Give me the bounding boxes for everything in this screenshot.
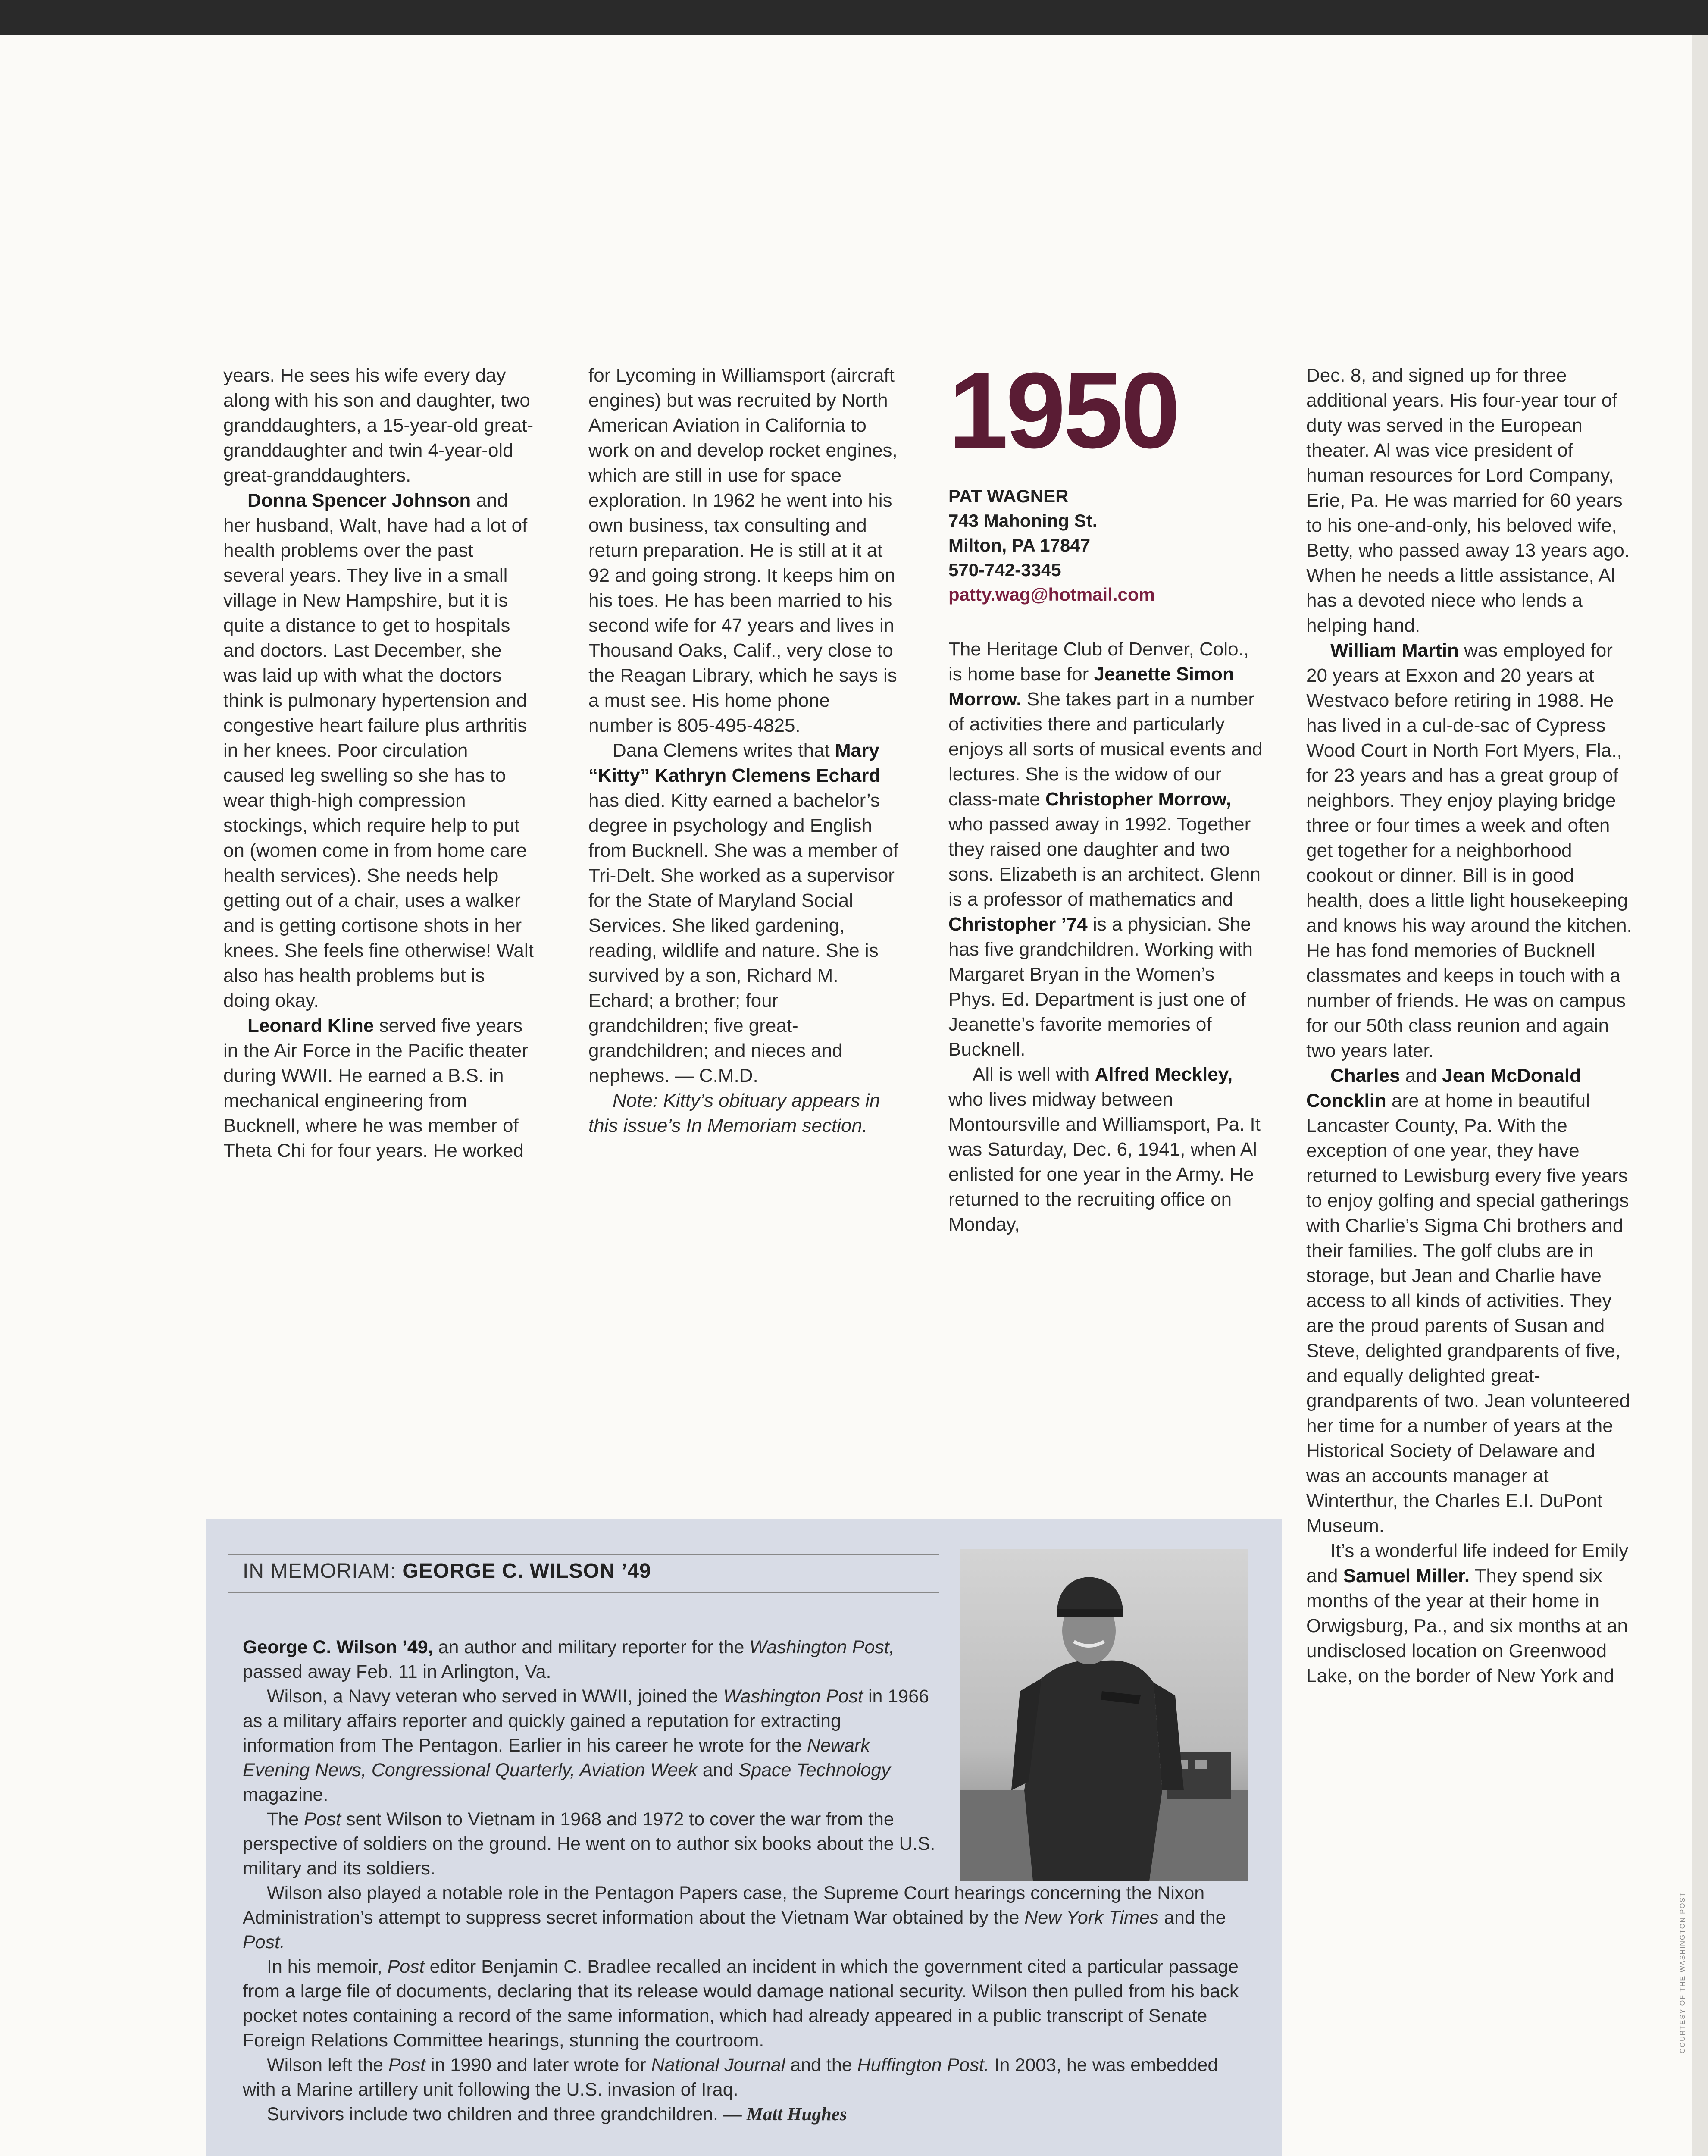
- memoriam-paragraph: Survivors include two children and three grandchildren. — Matt Hughes: [267, 2104, 847, 2125]
- col4-paragraph: Dec. 8, and signed up for three additional years. His four-year tour of duty was served in the European theater. Al was vice president of human resources for Lord Company, Erie, Pa. He was married for 60 years to his one-and-only, his beloved wife, Betty, who passed away 13 years ago. When he needs a little assistance, Al has a devoted niece who lends a helping hand.: [1306, 365, 1630, 636]
- photo-credit: COURTESY OF THE WASHINGTON POST: [1679, 1892, 1686, 2053]
- col2-paragraph: for Lycoming in Williamsport (aircraft engines) but was recruited by North American Aviation in California to work on and develop rocket engines, which are still in use for space exploration. In 1962 he went into his own business, tax consulting and return preparation. He is still at it at 92 and going strong. It keeps him on his toes. He has been married to his second wife for 47 years and lives in Thousand Oaks, Calif., very close to the Reagan Library, which he says is a must see. His home phone number is 805-495-4825.: [588, 365, 898, 736]
- column-4: [1306, 363, 1634, 1689]
- col4-paragraph: Charles and Jean McDonald Concklin are at home in beautiful Lancaster County, Pa. With the exception of one year, they have returned to Lewisburg every five years to enjoy golfing and special gatherings with Charlie’s Sigma Chi brothers and their families. The golf clubs are in storage, but Jean and Charlie have access to all kinds of activities. They are the proud parents of Susan and Steve, delighted grandparents of five, and equally delighted great-grandparents of two. Jean volunteered her time for a number of years at the Historical Society of Delaware and was an accounts manager at Winterthur, the Charles E.I. DuPont Museum.: [1306, 1065, 1630, 1536]
- col1-paragraph: Leonard Kline served five years in the Air Force in the Pacific theater during WWII. He earned a B.S. in mechanical engineering from Bucknell, where he was member of Theta Chi for four years. He worked: [223, 1015, 528, 1161]
- col1-paragraph: years. He sees his wife every day along with his son and daughter, two granddaughters, a 15-year-old great-granddaughter and twin 4-year-old great-granddaughters.: [223, 365, 534, 486]
- magazine-page: [0, 35, 1708, 2156]
- page-edge: [1692, 35, 1708, 2156]
- col1-paragraph: Donna Spencer Johnson and her husband, Walt, have had a lot of health problems over the past several years. They live in a small village in New Hampshire, but it is quite a distance to get to hospitals and doctors. Last December, she was laid up with what the doctors think is pulmonary hypertension and congestive heart failure plus arthritis in her knees. Poor circulation caused leg swelling so she has to wear thigh-high compression stockings, which require help to put on (women come in from home care health services). She needs help getting out of a chair, uses a walker and is getting cortisone shots in her knees. She feels fine otherwise! Walt also has health problems but is doing okay.: [223, 490, 534, 1011]
- memoriam-narrow-text: [243, 1635, 937, 1881]
- col2-note: Note: Kitty’s obituary appears in this issue’s In Memoriam section.: [588, 1090, 880, 1136]
- class-year-heading: 1950: [948, 350, 1178, 470]
- column-1: [223, 363, 534, 1163]
- col4-paragraph: William Martin was employed for 20 years at Exxon and 20 years at Westvaco before retiring in 1988. He has lived in a cul-de-sac of Cypress Wood Court in North Fort Myers, Fla., for 23 years and has a great group of neighbors. They enjoy playing bridge three or four times a week and often get together for a neighborhood cookout or dinner. Bill is in good health, does a little light housekeeping and knows his way around the kitchen. He has fond memories of Bucknell classmates and keeps in touch with a number of friends. He was on campus for our 50th class reunion and again two years later.: [1306, 640, 1632, 1061]
- col2-paragraph: Dana Clemens writes that Mary “Kitty” Kathryn Clemens Echard has died. Kitty earned a bachelor’s degree in psychology and English from Bucknell. She was a member of Tri-Delt. She worked as a supervisor for the State of Maryland Social Services. She liked gardening, reading, wildlife and nature. She is survived by a son, Richard M. Echard; a brother; four grandchildren; five great-grandchildren; and nieces and nephews. — C.M.D.: [588, 740, 898, 1086]
- memoriam-paragraph: Wilson, a Navy veteran who served in WWII, joined the Washington Post in 1966 as a military affairs reporter and quickly gained a reputation for extracting information from The Pentagon. Earlier in his career he wrote for the Newark Evening News, Congressional Quarterly, Aviation Week and Space Technology magazine.: [243, 1686, 929, 1805]
- reporter-phone: 570-742-3345: [948, 560, 1061, 580]
- col3-paragraph: All is well with Alfred Meckley, who lives midway between Montoursville and Williamsport, Pa. It was Saturday, Dec. 6, 1941, when Al enlisted for one year in the Army. He returned to the recruiting office on Monday,: [948, 1064, 1261, 1235]
- memoriam-body: [243, 1635, 1243, 2127]
- column-3: [948, 637, 1263, 1237]
- memoriam-paragraph: Wilson also played a notable role in the Pentagon Papers case, the Supreme Court hearings concerning the Nixon Administration’s attempt to suppress secret information about the Vietnam War obtained by the New York Times and the Post.: [243, 1883, 1226, 1952]
- col4-paragraph: It’s a wonderful life indeed for Emily and Samuel Miller. They spend six months of the year at their home in Orwigsburg, Pa., and six months at an undisclosed location on Greenwood Lake, on the border of New York and: [1306, 1540, 1629, 1686]
- class-reporter-contact: [948, 484, 1155, 607]
- memoriam-signature: — Matt Hughes: [723, 2104, 847, 2125]
- column-2: [588, 363, 899, 1138]
- memoriam-paragraph: George C. Wilson ’49, an author and military reporter for the Washington Post, passed away Feb. 11 in Arlington, Va.: [243, 1637, 895, 1682]
- reporter-street: 743 Mahoning St.: [948, 511, 1098, 531]
- memoriam-paragraph: In his memoir, Post editor Benjamin C. Bradlee recalled an incident in which the government cited a particular passage from a large file of documents, declaring that its release would damage national security. Wilson then pulled from his back pocket notes containing a record of the same information, which had already appeared in a public transcript of Senate Foreign Relations Committee hearings, stunning the courtroom.: [243, 1956, 1239, 2051]
- memoriam-paragraph: The Post sent Wilson to Vietnam in 1968 and 1972 to cover the war from the perspective of soldiers on the ground. He went on to author six books about the U.S. military and its soldiers.: [243, 1809, 935, 1879]
- memoriam-paragraph: Wilson left the Post in 1990 and later wrote for National Journal and the Huffington Post. In 2003, he was embedded with a Marine artillery unit following the U.S. invasion of Iraq.: [243, 2055, 1218, 2100]
- reporter-city: Milton, PA 17847: [948, 535, 1091, 555]
- sidebar-heading-rule: [228, 1592, 939, 1593]
- in-memoriam-sidebar: [206, 1519, 1282, 2156]
- sidebar-top-rule: [228, 1554, 939, 1555]
- memoriam-heading: IN MEMORIAM: GEORGE C. WILSON ’49: [243, 1560, 651, 1583]
- reporter-email-link[interactable]: patty.wag@hotmail.com: [948, 584, 1155, 605]
- reporter-name: PAT WAGNER: [948, 486, 1069, 506]
- col3-paragraph: The Heritage Club of Denver, Colo., is home base for Jeanette Simon Morrow. She takes part in a number of activities there and particularly enjoys all sorts of musical events and lectures. She is the widow of our class-mate Christopher Morrow, who passed away in 1992. Together they raised one daughter and two sons. Elizabeth is an architect. Glenn is a professor of mathematics and Christopher ’74 is a physician. She has five grandchildren. Working with Margaret Bryan in the Women’s Phys. Ed. Department is just one of Jeanette’s favorite memories of Bucknell.: [948, 639, 1263, 1060]
